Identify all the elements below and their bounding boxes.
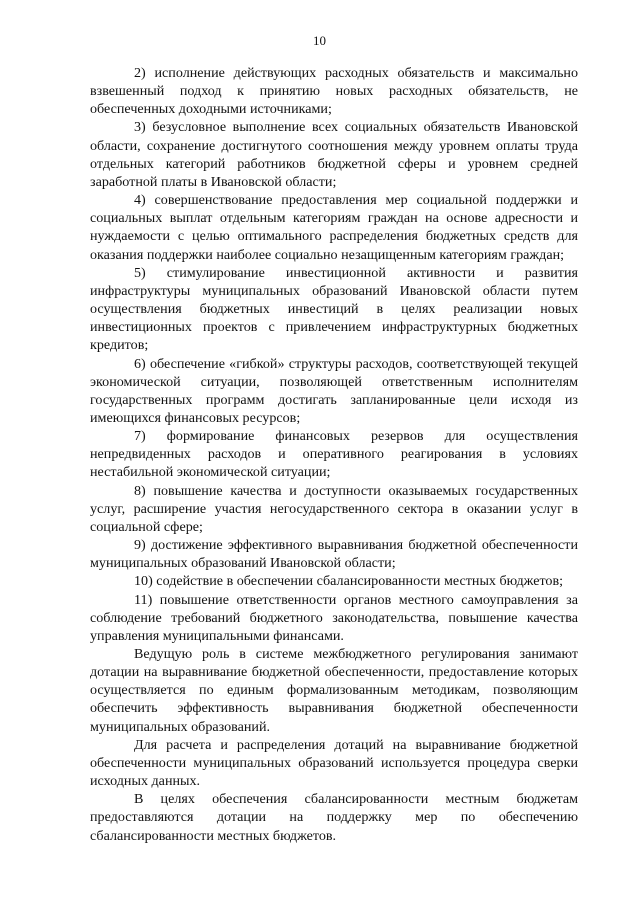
paragraph-balance-grants: В целях обеспечения сбалансированности местным бюджетам предоставляются дотации на поддержку мер по обеспечению сбалансированности местных бюджетов.	[90, 791, 578, 844]
paragraph-item-10: 10) содействие в обеспечении сбалансированности местных бюджетов;	[134, 573, 564, 590]
paragraph-item-7: 7) формирование финансовых резервов для осуществления непредвиденных расходов и оперативного реагирования в условиях нестабильной экономической ситуации;	[90, 428, 578, 481]
paragraph-equalization-grants: Ведущую роль в системе межбюджетного регулирования занимают дотации на выравнивание бюджетной обеспеченности, предоставление которых осуществляется по единым формализованным методикам, позволяющим обеспечить эффективность выравнивания бюджетной обеспеченности муниципальных образований.	[90, 646, 578, 735]
paragraph-item-2: 2) исполнение действующих расходных обязательств и максимально взвешенный подход к принятию новых расходных обязательств, не обеспеченных доходными источниками;	[90, 65, 578, 118]
paragraph-item-5: 5) стимулирование инвестиционной активности и развития инфраструктуры муниципальных образований Ивановской области путем осуществления бюджетных инвестиций в целях реализации новых инвестиционных проектов с привлечением инфраструктурных бюджетных кредитов;	[90, 264, 578, 354]
paragraph-item-8: 8) повышение качества и доступности оказываемых государственных услуг, расширение участия негосударственного сектора в оказании услуг в социальной сфере;	[90, 482, 578, 535]
paragraph-item-3: 3) безусловное выполнение всех социальных обязательств Ивановской области, сохранение достигнутого соотношения между уровнем оплаты труда отдельных категорий работников бюджетной сферы и уровнем средней заработной платы в Ивановской области;	[90, 119, 578, 190]
page-number: 10	[313, 33, 326, 48]
paragraph-item-4: 4) совершенствование предоставления мер социальной поддержки и социальных выплат отдельным категориям граждан на основе адресности и нуждаемости с целью оптимального распределения бюджетных средств для оказания поддержки наиболее социально незащищенным категориям граждан;	[90, 192, 578, 263]
paragraph-data-reconciliation: Для расчета и распределения дотаций на выравнивание бюджетной обеспеченности муниципальных образований используется процедура сверки исходных данных.	[90, 736, 578, 790]
paragraph-item-11: 11) повышение ответственности органов местного самоуправления за соблюдение требований бюджетного законодательства, повышение качества управления муниципальными финансами.	[90, 591, 578, 644]
document-body	[90, 64, 578, 845]
paragraph-item-9: 9) достижение эффективного выравнивания бюджетной обеспеченности муниципальных образований Ивановской области;	[90, 537, 578, 572]
paragraph-item-6: 6) обеспечение «гибкой» структуры расходов, соответствующей текущей экономической ситуации, позволяющей ответственным исполнителям государственных программ достигать запланированные цели исходя из имеющихся финансовых ресурсов;	[90, 355, 578, 426]
